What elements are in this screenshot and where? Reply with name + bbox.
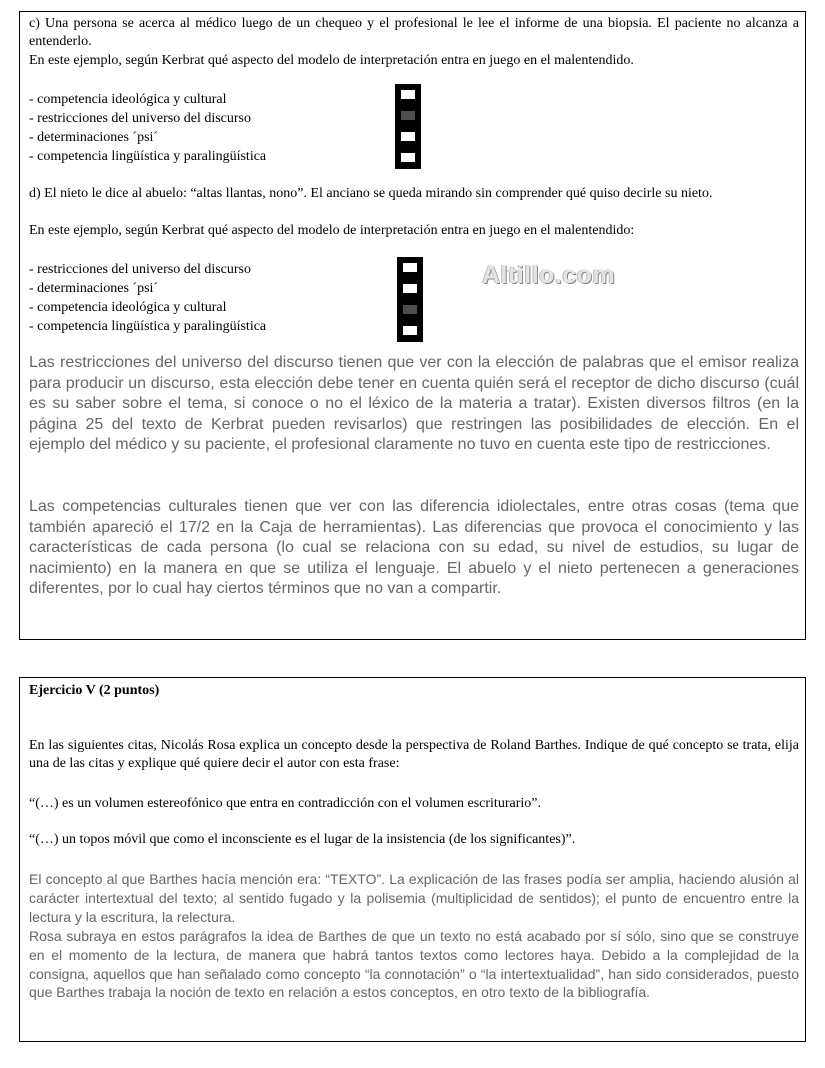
option-c-4: - competencia lingüística y paralingüística xyxy=(29,149,267,164)
answer-paragraph-1: Las restricciones del universo del discurso tienen que ver con la elección de palabras que el emisor realiza para producir un discurso, esta elección debe tener en cuenta quién será el receptor de dicho discurso (cuál es su saber sobre el tema, si conoce o no el léxico de la materia a tratar). Existen diversos filtros (en la página 25 del texto de Kerbrat pueden revisarlos) que restringen las posibilidades de elección. En el ejemplo del médico y su paciente, el profesional claramente no tuvo en cuenta este tipo de restricciones. xyxy=(29,354,799,453)
quote-1: “(…) es un volumen estereofónico que entra en contradicción con el volumen escriturario”. xyxy=(29,796,541,811)
option-d-1: - restricciones del universo del discurso xyxy=(29,262,251,277)
checkbox-d-1[interactable] xyxy=(402,262,418,273)
checkbox-stack-d xyxy=(397,257,423,342)
exercise-box-top xyxy=(19,11,806,640)
question-c-instruction: En este ejemplo, según Kerbrat qué aspecto del modelo de interpretación entra en juego en el malentendido. xyxy=(29,53,634,68)
option-d-4: - competencia lingüística y paralingüística xyxy=(29,319,267,334)
question-c-text: c) Una persona se acerca al médico luego de un chequeo y el profesional le lee el informe de una biopsia. El paciente no alcanza a entenderlo. xyxy=(29,16,799,49)
option-c-3: - determinaciones ´psi´ xyxy=(29,130,159,145)
checkbox-stack-c xyxy=(395,84,421,169)
checkbox-d-3-checked[interactable] xyxy=(402,304,418,315)
option-d-2: - determinaciones ´psi´ xyxy=(29,281,159,296)
exercise-title: Ejercicio V (2 puntos) xyxy=(29,683,160,698)
checkbox-c-4[interactable] xyxy=(400,152,416,163)
question-d-text: d) El nieto le dice al abuelo: “altas llantas, nono”. El anciano se queda mirando sin comprender qué quiso decirle su nieto. xyxy=(29,186,713,201)
checkbox-c-1[interactable] xyxy=(400,89,416,100)
option-c-2: - restricciones del universo del discurso xyxy=(29,111,251,126)
question-d-instruction: En este ejemplo, según Kerbrat qué aspecto del modelo de interpretación entra en juego en el malentendido: xyxy=(29,223,635,238)
checkbox-d-2[interactable] xyxy=(402,283,418,294)
quote-2: “(…) un topos móvil que como el inconsciente es el lugar de la insistencia (de los significantes)”. xyxy=(29,832,576,847)
checkbox-c-2-checked[interactable] xyxy=(400,110,416,121)
option-d-3: - competencia ideológica y cultural xyxy=(29,300,227,315)
answer-paragraph-2: Las competencias culturales tienen que ver con las diferencia idiolectales, entre otras cosas (tema que también apareció el 17/2 en la Caja de herramientas). Las diferencias que provoca el conocimiento y las características de cada persona (lo cual se relaciona con su edad, su nivel de estudios, su lugar de nacimiento) en la manera en que se utiliza el lenguaje. El abuelo y el nieto pertenecen a generaciones diferentes, por lo cual hay ciertos términos que no van a compartir. xyxy=(29,498,799,597)
exercise-prompt: En las siguientes citas, Nicolás Rosa explica un concepto desde la perspectiva de Roland Barthes. Indique de qué concepto se trata, elija una de las citas y explique qué quiere decir el autor con esta frase: xyxy=(29,738,799,771)
answer-concept: El concepto al que Barthes hacía mención era: “TEXTO”. La explicación de las frases podía ser amplia, haciendo alusión al carácter intertextual del texto; al sentido fugado y la polisemia (multiplicidad de sentidos); el punto de encuentro entre la lectura y la escritura, la relectura. xyxy=(29,871,799,925)
option-c-1: - competencia ideológica y cultural xyxy=(29,92,227,107)
watermark-logo: Altillo.com xyxy=(482,261,616,289)
checkbox-c-3[interactable] xyxy=(400,131,416,142)
checkbox-d-4[interactable] xyxy=(402,325,418,336)
answer-explanation: Rosa subraya en estos parágrafos la idea de Barthes de que un texto no está acabado por sí sólo, sino que se construye en el momento de la lectura, de manera que habrá tantos textos como lectores haya. Debido a la complejidad de la consigna, aquellos que han señalado como concepto “la connotación” o “la intertextualidad”, han sido considerados, puesto que Barthes trabaja la noción de texto en relación a estos conceptos, en otro texto de la bibliografía. xyxy=(29,928,799,1001)
exercise-box-bottom xyxy=(19,677,806,1042)
